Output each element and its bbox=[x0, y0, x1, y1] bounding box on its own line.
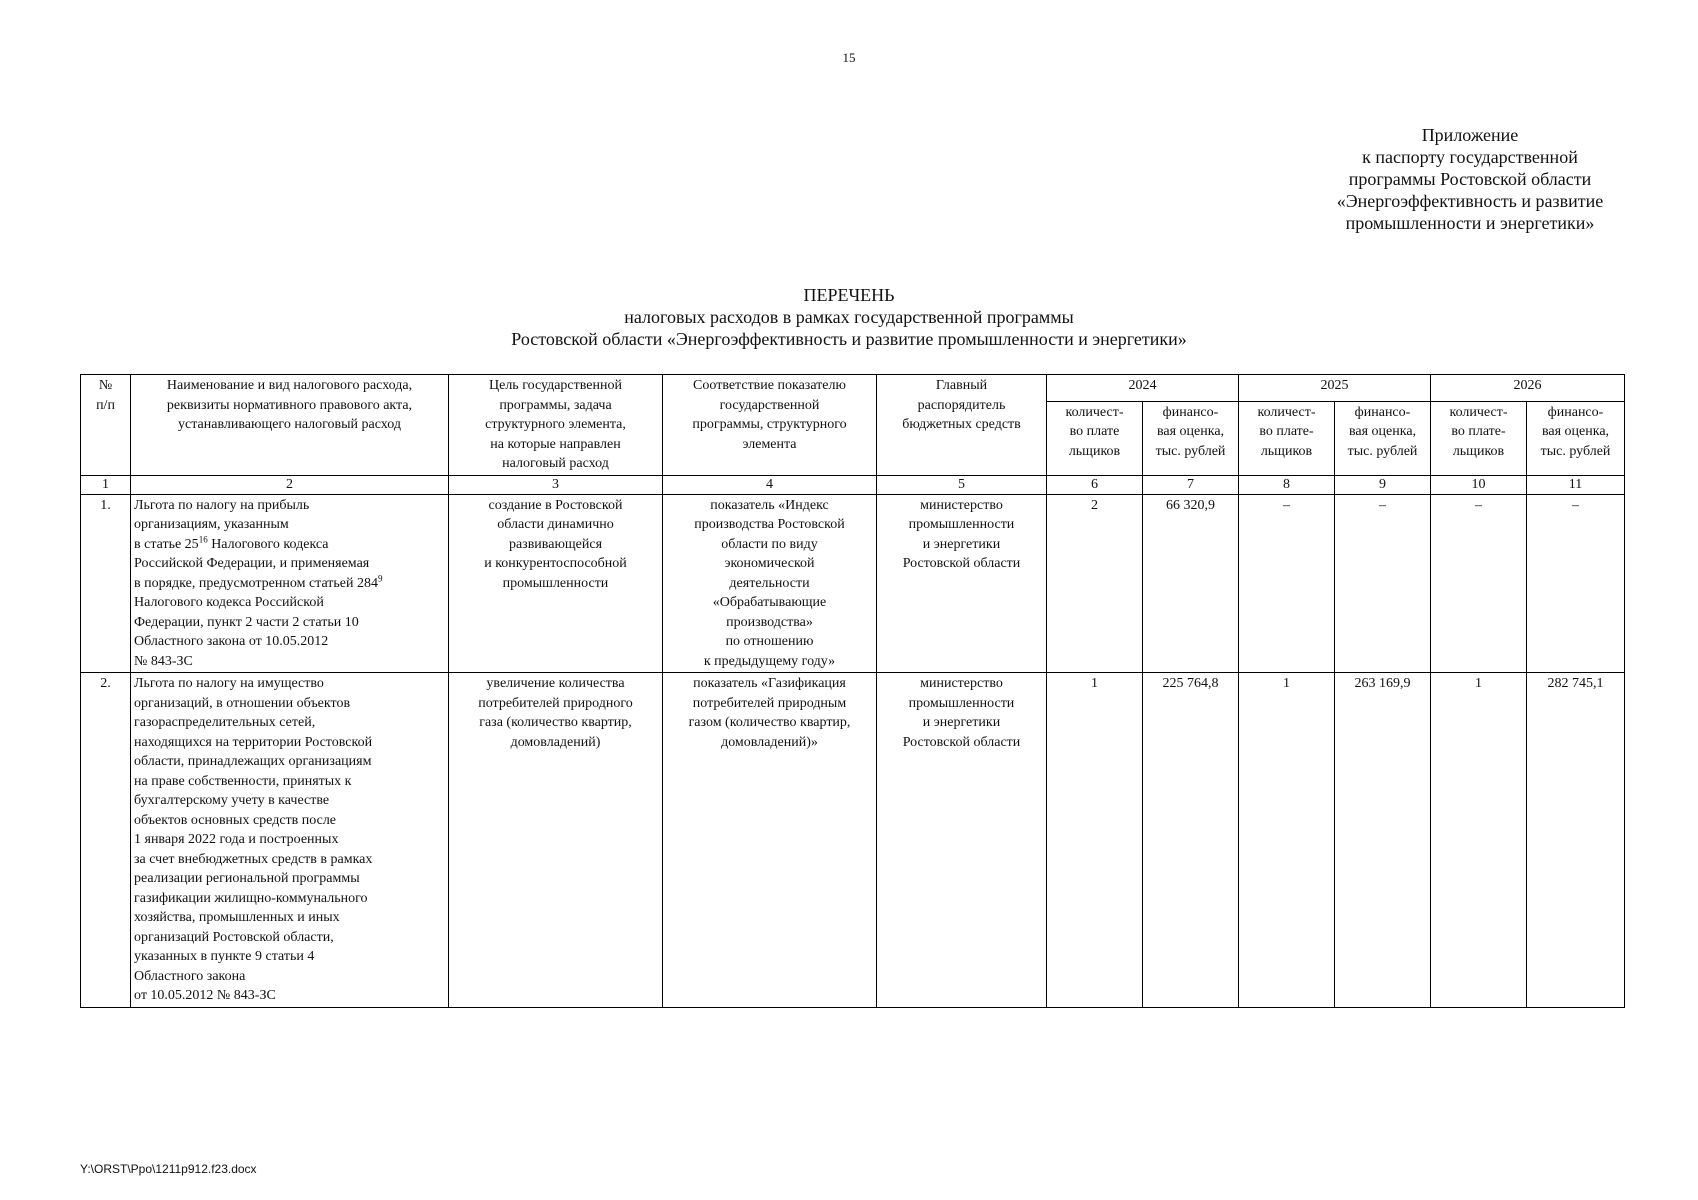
cell-line: потребителей природным bbox=[692, 695, 847, 711]
financial-estimate-2024: 66 320,9 bbox=[1143, 494, 1239, 673]
payers-count-2024: 2 bbox=[1047, 494, 1143, 673]
cell-line: увеличение количества bbox=[486, 676, 625, 691]
financial-estimate-2025: – bbox=[1335, 494, 1431, 673]
cell-text: в порядке, предусмотренном статьей 284 bbox=[134, 575, 379, 591]
budget-manager bbox=[877, 494, 1047, 673]
header-text: № bbox=[98, 378, 113, 393]
header-text: льщиков bbox=[1068, 443, 1121, 459]
cell-line: по отношению bbox=[725, 634, 814, 649]
cell-line: промышленности bbox=[908, 695, 1015, 711]
cell-line: Областного закона bbox=[134, 968, 246, 984]
header-year-2025: 2025 bbox=[1239, 375, 1431, 402]
header-text: во плате- bbox=[1259, 424, 1314, 440]
header-num bbox=[81, 375, 131, 476]
cell-line: к предыдущему году» bbox=[703, 653, 836, 669]
header-text: Наименование и вид налогового расхода, bbox=[166, 378, 413, 393]
header-text: элемента bbox=[742, 436, 797, 452]
appendix-line: программы Ростовской области bbox=[1348, 169, 1592, 189]
cell-line: показатель «Газификация bbox=[693, 676, 846, 691]
cell-line: производства» bbox=[726, 614, 813, 630]
header-finance bbox=[1527, 401, 1625, 475]
cell-line: Федерации, пункт 2 части 2 статьи 10 bbox=[134, 614, 359, 630]
financial-estimate-2026: 282 745,1 bbox=[1527, 673, 1625, 1008]
header-year-2024: 2024 bbox=[1047, 375, 1239, 402]
table-row bbox=[81, 673, 1625, 1008]
cell-line: домовладений)» bbox=[721, 734, 818, 750]
cell-line: производства Ростовской bbox=[694, 517, 845, 532]
payers-count-2025: – bbox=[1239, 494, 1335, 673]
cell-line: потребителей природного bbox=[478, 695, 633, 711]
tax-expense-name bbox=[131, 673, 449, 1008]
header-text: реквизиты нормативного правового акта, bbox=[166, 397, 413, 413]
cell-line: министерство bbox=[920, 497, 1003, 513]
header-text: Главный bbox=[935, 378, 988, 393]
payers-count-2025: 1 bbox=[1239, 673, 1335, 1008]
title-line: налоговых расходов в рамках государственной программы bbox=[624, 307, 1074, 327]
cell-line: Областного закона от 10.05.2012 bbox=[134, 634, 329, 649]
cell-line: реализации региональной программы bbox=[134, 871, 360, 886]
header-count bbox=[1047, 401, 1143, 475]
financial-estimate-2024: 225 764,8 bbox=[1143, 673, 1239, 1008]
header-count bbox=[1239, 401, 1335, 475]
row-number: 1. bbox=[81, 494, 131, 673]
cell-line: «Обрабатывающие bbox=[712, 595, 827, 610]
header-text: вая оценка, bbox=[1156, 424, 1225, 440]
cell-line: Ростовской области bbox=[902, 556, 1021, 571]
cell-line: экономической bbox=[724, 556, 815, 571]
title-heading: ПЕРЕЧЕНЬ bbox=[803, 285, 895, 305]
cell-line: газификации жилищно-коммунального bbox=[134, 890, 368, 906]
header-text: во плате bbox=[1069, 424, 1120, 440]
cell-line: газом (количество квартир, bbox=[688, 715, 851, 730]
payers-count-2026: 1 bbox=[1431, 673, 1527, 1008]
header-name bbox=[131, 375, 449, 476]
header-text: на которые направлен bbox=[490, 436, 621, 452]
header-text: льщиков bbox=[1260, 443, 1313, 459]
header-text: распорядитель bbox=[917, 397, 1006, 413]
cell-line: указанных в пункте 9 статьи 4 bbox=[134, 949, 315, 964]
file-path-footer: Y:\ORST\Ppo\1211p912.f23.docx bbox=[80, 1162, 257, 1176]
column-number: 1 bbox=[81, 475, 131, 494]
header-text: вая оценка, bbox=[1541, 424, 1610, 440]
header-row bbox=[81, 375, 1625, 402]
cell-line: Ростовской области bbox=[902, 734, 1021, 750]
cell-line: области по виду bbox=[721, 536, 818, 552]
column-number: 3 bbox=[449, 475, 663, 494]
cell-line: Льгота по налогу на прибыль bbox=[134, 497, 310, 513]
header-text: финансо- bbox=[1547, 404, 1604, 420]
header-text: во плате- bbox=[1451, 424, 1506, 440]
column-number: 6 bbox=[1047, 475, 1143, 494]
column-number: 8 bbox=[1239, 475, 1335, 494]
header-text: количест- bbox=[1449, 404, 1508, 420]
cell-line: организаций Ростовской области, bbox=[134, 929, 334, 945]
header-count bbox=[1431, 401, 1527, 475]
financial-estimate-2026: – bbox=[1527, 494, 1625, 673]
cell-line: промышленности bbox=[502, 575, 609, 591]
cell-line: развивающейся bbox=[508, 536, 603, 552]
program-indicator bbox=[663, 494, 877, 673]
cell-line: находящихся на территории Ростовской bbox=[134, 734, 373, 750]
payers-count-2026: – bbox=[1431, 494, 1527, 673]
header-text: льщиков bbox=[1452, 443, 1505, 459]
cell-line: и конкурентоспособной bbox=[484, 556, 627, 571]
header-text: тыс. рублей bbox=[1347, 443, 1418, 459]
column-number: 5 bbox=[877, 475, 1047, 494]
header-finance bbox=[1143, 401, 1239, 475]
header-text: программы, структурного bbox=[692, 417, 847, 432]
cell-line: и энергетики bbox=[922, 536, 1001, 552]
cell-line: за счет внебюджетных средств в рамках bbox=[134, 851, 373, 867]
cell-line: объектов основных средств после bbox=[134, 812, 337, 828]
cell-line: Налогового кодекса Российской bbox=[134, 595, 324, 610]
header-text: Цель государственной bbox=[489, 378, 622, 393]
header-text: количест- bbox=[1257, 404, 1316, 420]
header-text: тыс. рублей bbox=[1540, 443, 1611, 459]
header-text: вая оценка, bbox=[1348, 424, 1417, 440]
column-number: 2 bbox=[131, 475, 449, 494]
cell-line: области, принадлежащих организациям bbox=[134, 754, 372, 769]
header-text: структурного элемента, bbox=[485, 417, 626, 432]
column-number: 4 bbox=[663, 475, 877, 494]
cell-line: на праве собственности, принятых к bbox=[134, 773, 352, 789]
cell-text: в статье 25 bbox=[134, 536, 199, 552]
header-text: тыс. рублей bbox=[1155, 443, 1226, 459]
column-number-row bbox=[81, 475, 1625, 494]
header-indicator bbox=[663, 375, 877, 476]
tax-expenses-table bbox=[80, 374, 1625, 1008]
header-text: бюджетных средств bbox=[902, 417, 1021, 432]
cell-line: хозяйства, промышленных и иных bbox=[134, 910, 340, 925]
superscript: 16 bbox=[198, 533, 208, 544]
appendix-line: «Энергоэффективность и развитие bbox=[1336, 191, 1604, 211]
cell-line: организациям, указанным bbox=[134, 517, 289, 532]
header-text: количест- bbox=[1065, 404, 1124, 420]
cell-line: газораспределительных сетей, bbox=[134, 715, 316, 730]
cell-line: от 10.05.2012 № 843-ЗС bbox=[134, 988, 276, 1003]
cell-line: области динамично bbox=[497, 517, 614, 532]
cell-line bbox=[134, 574, 445, 594]
title-line: Ростовской области «Энергоэффективность и развитие промышленности и энергетики» bbox=[511, 329, 1187, 349]
header-text: финансо- bbox=[1162, 404, 1219, 420]
header-finance bbox=[1335, 401, 1431, 475]
table-row bbox=[81, 494, 1625, 673]
header-manager bbox=[877, 375, 1047, 476]
cell-line: Льгота по налогу на имущество bbox=[134, 676, 324, 691]
cell-line: № 843-ЗС bbox=[134, 653, 193, 669]
cell-line: показатель «Индекс bbox=[710, 497, 829, 513]
cell-line: создание в Ростовской bbox=[488, 497, 623, 513]
cell-text: Налогового кодекса bbox=[207, 536, 329, 552]
page-number: 15 bbox=[842, 50, 856, 65]
header-text: программы, задача bbox=[499, 397, 612, 413]
column-number: 7 bbox=[1143, 475, 1239, 494]
cell-line: газа (количество квартир, bbox=[479, 715, 632, 730]
tax-expense-name bbox=[131, 494, 449, 673]
cell-line: бухгалтерскому учету в качестве bbox=[134, 793, 330, 808]
payers-count-2024: 1 bbox=[1047, 673, 1143, 1008]
financial-estimate-2025: 263 169,9 bbox=[1335, 673, 1431, 1008]
cell-line: министерство bbox=[920, 676, 1003, 691]
cell-line: Российской Федерации, и применяемая bbox=[134, 556, 370, 571]
header-text: п/п bbox=[96, 397, 115, 413]
cell-line bbox=[134, 535, 445, 555]
cell-line: и энергетики bbox=[922, 715, 1001, 730]
header-text: финансо- bbox=[1354, 404, 1411, 420]
appendix-line: промышленности и энергетики» bbox=[1345, 213, 1595, 233]
header-text: устанавливающего налоговый расход bbox=[178, 417, 401, 432]
document-title bbox=[0, 284, 1698, 350]
column-number: 10 bbox=[1431, 475, 1527, 494]
program-indicator bbox=[663, 673, 877, 1008]
cell-line: организаций, в отношении объектов bbox=[134, 695, 351, 711]
header-text: Соответствие показателю bbox=[693, 378, 846, 393]
cell-line: деятельности bbox=[729, 575, 810, 591]
appendix-note bbox=[1300, 124, 1640, 234]
budget-manager bbox=[877, 673, 1047, 1008]
row-number: 2. bbox=[81, 673, 131, 1008]
column-number: 11 bbox=[1527, 475, 1625, 494]
header-year-2026: 2026 bbox=[1431, 375, 1625, 402]
appendix-line: к паспорту государственной bbox=[1362, 147, 1578, 167]
appendix-line: Приложение bbox=[1421, 125, 1519, 145]
column-number: 9 bbox=[1335, 475, 1431, 494]
header-goal bbox=[449, 375, 663, 476]
header-text: налоговый расход bbox=[502, 456, 609, 471]
cell-line: промышленности bbox=[908, 517, 1015, 532]
program-goal bbox=[449, 673, 663, 1008]
header-text: государственной bbox=[719, 397, 820, 413]
cell-line: 1 января 2022 года и построенных bbox=[134, 832, 339, 847]
superscript: 9 bbox=[378, 572, 383, 583]
cell-line: домовладений) bbox=[510, 734, 601, 750]
program-goal bbox=[449, 494, 663, 673]
